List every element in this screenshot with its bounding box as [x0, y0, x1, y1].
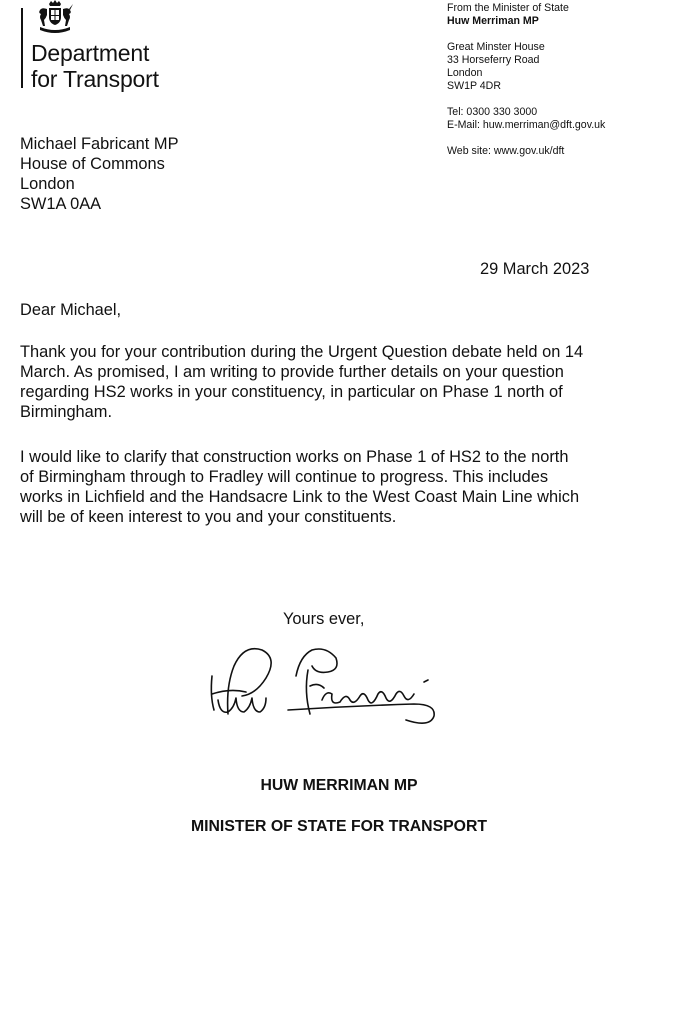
sender-address-line: Great Minster House: [447, 41, 545, 53]
sender-details: [447, 2, 675, 158]
paragraph-line: works in Lichfield and the Handsacre Link to the West Coast Main Line which: [20, 488, 580, 506]
paragraph-line: will be of keen interest to you and your constituents.: [20, 508, 397, 526]
handwritten-signature-icon: [200, 636, 450, 736]
sender-label: From the Minister of State: [447, 2, 569, 14]
closing: Yours ever,: [283, 610, 365, 628]
paragraph-line: Thank you for your contribution during the Urgent Question debate held on 14: [20, 343, 584, 361]
recipient-address: [20, 134, 179, 214]
department-name-line2: for Transport: [31, 66, 159, 92]
sender-website: Web site: www.gov.uk/dft: [447, 145, 565, 157]
body-paragraph: [20, 342, 670, 422]
sender-name: Huw Merriman MP: [447, 15, 539, 27]
royal-coat-of-arms-icon: [34, 0, 76, 34]
body-paragraph: [20, 447, 670, 527]
paragraph-line: I would like to clarify that construction works on Phase 1 of HS2 to the north: [20, 448, 569, 466]
sender-telephone: Tel: 0300 330 3000: [447, 106, 538, 118]
department-name-line1: Department: [31, 40, 150, 66]
sender-email: E-Mail: huw.merriman@dft.gov.uk: [447, 119, 606, 131]
sender-address-line: SW1P 4DR: [447, 80, 501, 92]
paragraph-line: of Birmingham through to Fradley will continue to progress. This includes: [20, 468, 549, 486]
paragraph-line: March. As promised, I am writing to provide further details on your question: [20, 363, 564, 381]
recipient-line: SW1A 0AA: [20, 195, 102, 213]
logo-divider: [21, 8, 23, 88]
sender-address-line: 33 Horseferry Road: [447, 54, 540, 66]
paragraph-line: Birmingham.: [20, 403, 112, 421]
recipient-line: Michael Fabricant MP: [20, 135, 179, 153]
paragraph-line: regarding HS2 works in your constituency, in particular on Phase 1 north of: [20, 383, 563, 401]
signatory-title: MINISTER OF STATE FOR TRANSPORT: [190, 818, 488, 835]
recipient-line: House of Commons: [20, 155, 165, 173]
department-name: [31, 40, 159, 92]
signatory-name: HUW MERRIMAN MP: [260, 777, 418, 794]
salutation: Dear Michael,: [20, 301, 122, 319]
recipient-line: London: [20, 175, 75, 193]
sender-address-line: London: [447, 67, 483, 79]
letter-date: 29 March 2023: [480, 260, 590, 278]
